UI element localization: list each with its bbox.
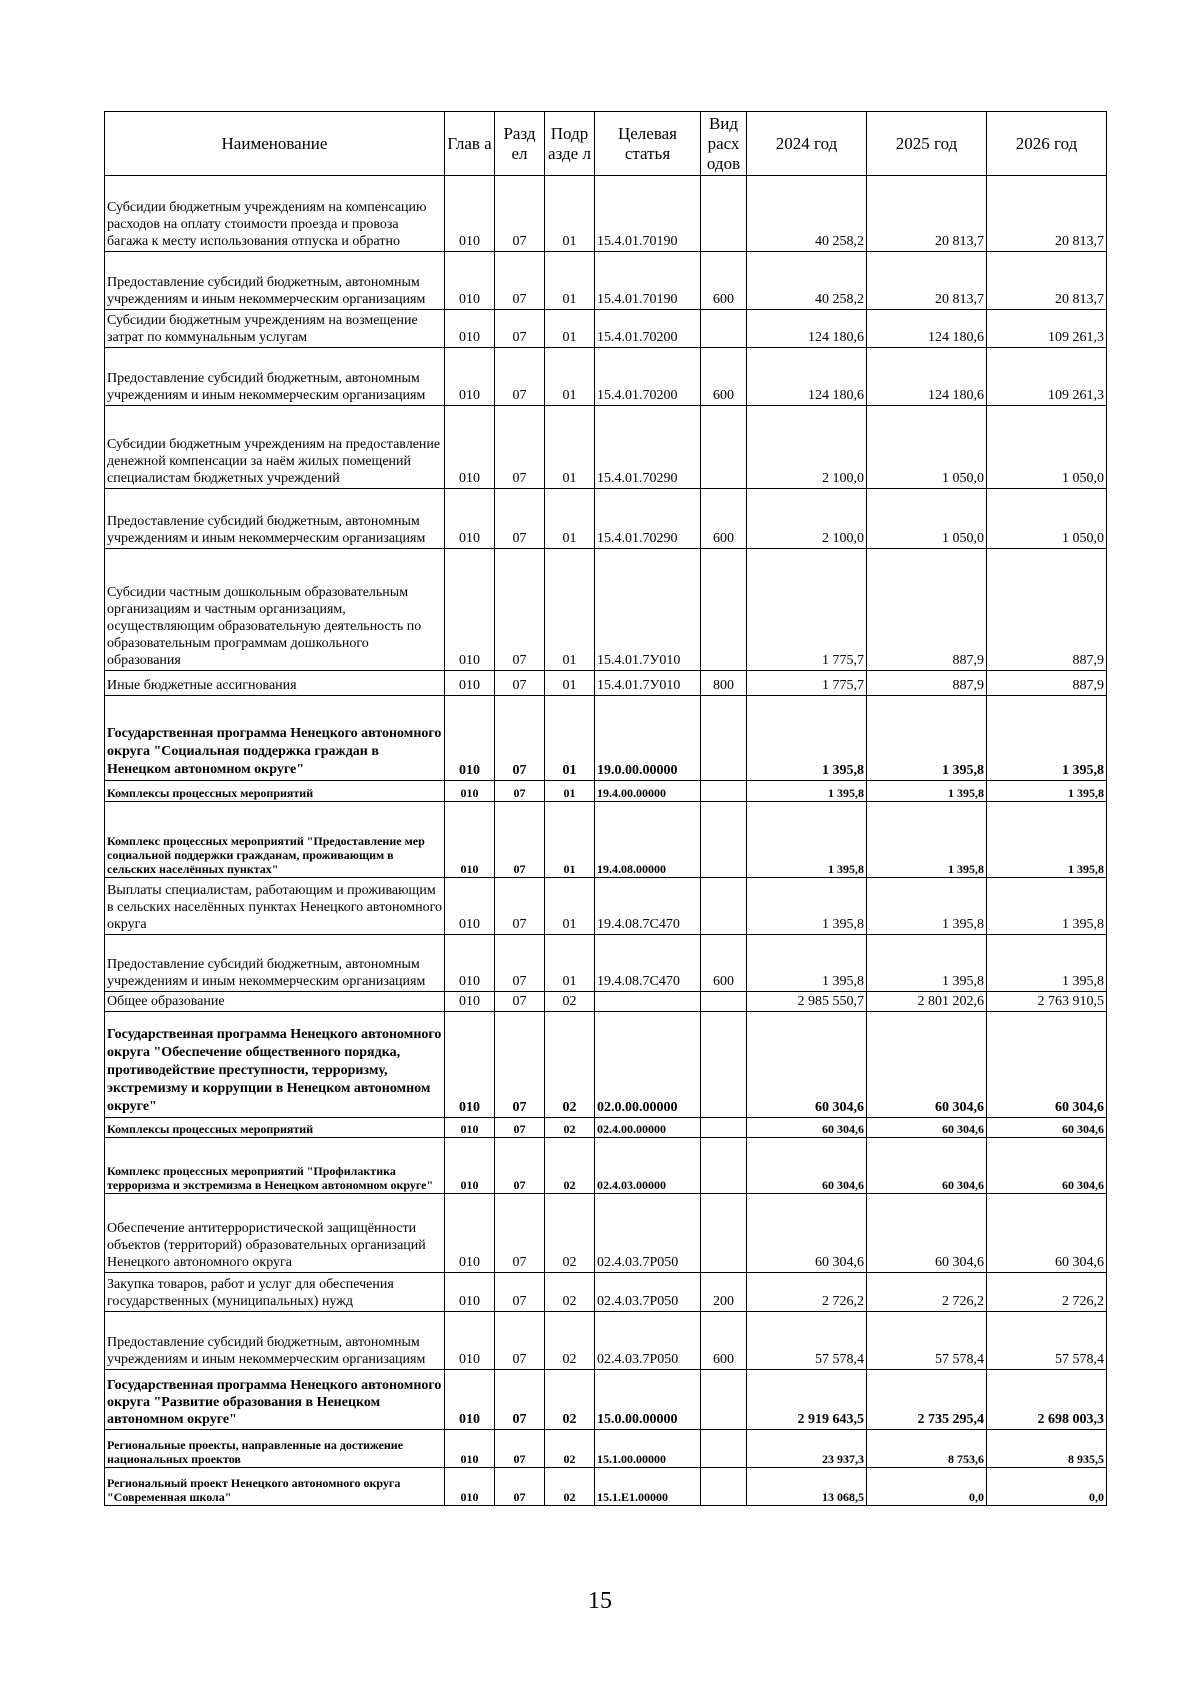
row-name: Субсидии бюджетным учреждениям на возмещение затрат по коммунальным услугам: [105, 310, 445, 348]
row-2025: 57 578,4: [867, 1312, 987, 1370]
page-number: 15: [588, 1588, 612, 1614]
row-glava: 010: [445, 1273, 495, 1312]
row-vid: [701, 1430, 747, 1468]
row-2026: 2 763 910,5: [987, 992, 1107, 1012]
row-podrazdel: 01: [545, 406, 595, 489]
row-podrazdel: 01: [545, 696, 595, 781]
row-glava: 010: [445, 802, 495, 878]
row-2026: 20 813,7: [987, 252, 1107, 310]
row-2026: 1 050,0: [987, 406, 1107, 489]
row-2024: 2 919 643,5: [747, 1370, 867, 1430]
row-vid: [701, 176, 747, 252]
row-2024: 60 304,6: [747, 1012, 867, 1118]
row-target: 19.4.08.00000: [595, 802, 701, 878]
row-podrazdel: 02: [545, 1012, 595, 1118]
row-glava: 010: [445, 406, 495, 489]
table-row: [105, 671, 1107, 696]
table-row: [105, 1194, 1107, 1273]
row-razdel: 07: [495, 176, 545, 252]
row-razdel: 07: [495, 781, 545, 802]
row-2025: 60 304,6: [867, 1012, 987, 1118]
row-podrazdel: 02: [545, 1430, 595, 1468]
row-target: 15.1.00.00000: [595, 1430, 701, 1468]
row-podrazdel: 02: [545, 1273, 595, 1312]
row-name: Субсидии частным дошкольным образовательным организациям и частным организациям, осуществляющим образовательную деятельность по образовательным программам дошкольного образования: [105, 549, 445, 671]
row-2025: 1 395,8: [867, 696, 987, 781]
row-podrazdel: 01: [545, 878, 595, 935]
row-name: Иные бюджетные ассигнования: [105, 671, 445, 696]
row-name: Предоставление субсидий бюджетным, автономным учреждениям и иным некоммерческим организациям: [105, 489, 445, 549]
row-2025: 60 304,6: [867, 1118, 987, 1138]
row-2025: 60 304,6: [867, 1194, 987, 1273]
row-name: Региональный проект Ненецкого автономного округа "Современная школа": [105, 1468, 445, 1506]
row-glava: 010: [445, 1430, 495, 1468]
row-target: 15.4.01.70200: [595, 348, 701, 406]
row-target: 02.4.03.7Р050: [595, 1312, 701, 1370]
row-2024: 23 937,3: [747, 1430, 867, 1468]
row-target: 19.4.08.7С470: [595, 935, 701, 992]
row-2025: 1 050,0: [867, 489, 987, 549]
row-name: Субсидии бюджетным учреждениям на компенсацию расходов на оплату стоимости проезда и провоза багажа к месту использования отпуска и обратно: [105, 176, 445, 252]
table-row: [105, 935, 1107, 992]
row-2026: 887,9: [987, 671, 1107, 696]
row-target: [595, 992, 701, 1012]
row-glava: 010: [445, 1012, 495, 1118]
row-vid: 600: [701, 489, 747, 549]
table-row: [105, 781, 1107, 802]
table-row: [105, 549, 1107, 671]
row-2026: 109 261,3: [987, 348, 1107, 406]
table-row: [105, 406, 1107, 489]
row-2026: 57 578,4: [987, 1312, 1107, 1370]
row-podrazdel: 01: [545, 310, 595, 348]
row-podrazdel: 02: [545, 1468, 595, 1506]
row-2026: 60 304,6: [987, 1012, 1107, 1118]
row-glava: 010: [445, 1118, 495, 1138]
row-2025: 124 180,6: [867, 348, 987, 406]
row-2026: 0,0: [987, 1468, 1107, 1506]
row-razdel: 07: [495, 1194, 545, 1273]
row-podrazdel: 01: [545, 176, 595, 252]
row-2026: 1 050,0: [987, 489, 1107, 549]
row-2026: 1 395,8: [987, 935, 1107, 992]
table-row: [105, 878, 1107, 935]
row-target: 02.0.00.00000: [595, 1012, 701, 1118]
row-glava: 010: [445, 489, 495, 549]
row-name: Государственная программа Ненецкого автономного округа "Развитие образования в Ненецком автономном округе": [105, 1370, 445, 1430]
row-name: Комплекс процессных мероприятий "Предоставление мер социальной поддержки гражданам, проживающим в сельских населённых пунктах": [105, 802, 445, 878]
row-target: 19.4.00.00000: [595, 781, 701, 802]
row-2024: 2 985 550,7: [747, 992, 867, 1012]
row-podrazdel: 01: [545, 549, 595, 671]
row-vid: 600: [701, 252, 747, 310]
table-row: [105, 310, 1107, 348]
row-glava: 010: [445, 252, 495, 310]
row-vid: [701, 1138, 747, 1194]
row-2025: 2 735 295,4: [867, 1370, 987, 1430]
row-target: 15.1.Е1.00000: [595, 1468, 701, 1506]
row-vid: [701, 1468, 747, 1506]
row-podrazdel: 02: [545, 1370, 595, 1430]
row-2024: 60 304,6: [747, 1138, 867, 1194]
col-header-2025: 2025 год: [867, 112, 987, 176]
row-name: Закупка товаров, работ и услуг для обеспечения государственных (муниципальных) нужд: [105, 1273, 445, 1312]
row-razdel: 07: [495, 348, 545, 406]
row-vid: [701, 802, 747, 878]
row-2026: 8 935,5: [987, 1430, 1107, 1468]
row-2024: 60 304,6: [747, 1118, 867, 1138]
row-razdel: 07: [495, 1312, 545, 1370]
row-podrazdel: 01: [545, 671, 595, 696]
row-target: 02.4.00.00000: [595, 1118, 701, 1138]
table-row: [105, 176, 1107, 252]
col-header-2026: 2026 год: [987, 112, 1107, 176]
row-glava: 010: [445, 878, 495, 935]
budget-table: [104, 111, 1107, 1506]
row-vid: [701, 1012, 747, 1118]
row-target: 15.4.01.70290: [595, 406, 701, 489]
row-2024: 40 258,2: [747, 176, 867, 252]
row-glava: 010: [445, 1312, 495, 1370]
row-2026: 60 304,6: [987, 1194, 1107, 1273]
row-name: Государственная программа Ненецкого автономного округа "Обеспечение общественного порядка, противодействие преступности, терроризму, экстремизму и коррупции в Ненецком автономном округе": [105, 1012, 445, 1118]
row-2025: 2 801 202,6: [867, 992, 987, 1012]
row-target: 15.4.01.7У010: [595, 671, 701, 696]
row-razdel: 07: [495, 1138, 545, 1194]
table-row: [105, 348, 1107, 406]
table-row: [105, 1273, 1107, 1312]
row-2024: 2 100,0: [747, 406, 867, 489]
row-2026: 887,9: [987, 549, 1107, 671]
row-2025: 20 813,7: [867, 252, 987, 310]
row-name: Субсидии бюджетным учреждениям на предоставление денежной компенсации за наём жилых помещений специалистам бюджетных учреждений: [105, 406, 445, 489]
table-row: [105, 1430, 1107, 1468]
row-target: 15.4.01.70290: [595, 489, 701, 549]
row-2024: 60 304,6: [747, 1194, 867, 1273]
row-razdel: 07: [495, 252, 545, 310]
row-2025: 0,0: [867, 1468, 987, 1506]
row-2024: 1 395,8: [747, 781, 867, 802]
row-razdel: 07: [495, 1273, 545, 1312]
row-razdel: 07: [495, 1370, 545, 1430]
table-row: [105, 1312, 1107, 1370]
row-2025: 2 726,2: [867, 1273, 987, 1312]
row-vid: [701, 878, 747, 935]
row-podrazdel: 02: [545, 992, 595, 1012]
row-razdel: 07: [495, 310, 545, 348]
row-vid: 600: [701, 348, 747, 406]
row-2025: 887,9: [867, 549, 987, 671]
row-target: 15.4.01.70200: [595, 310, 701, 348]
row-glava: 010: [445, 671, 495, 696]
row-2024: 1 775,7: [747, 549, 867, 671]
row-razdel: 07: [495, 1118, 545, 1138]
row-target: 19.4.08.7С470: [595, 878, 701, 935]
row-razdel: 07: [495, 992, 545, 1012]
row-podrazdel: 01: [545, 348, 595, 406]
row-2025: 887,9: [867, 671, 987, 696]
row-target: 15.4.01.70190: [595, 176, 701, 252]
row-name: Комплексы процессных мероприятий: [105, 781, 445, 802]
row-vid: [701, 1370, 747, 1430]
row-podrazdel: 01: [545, 935, 595, 992]
col-header-vid: Вид расх одов: [701, 112, 747, 176]
row-2024: 124 180,6: [747, 310, 867, 348]
row-target: 15.4.01.7У010: [595, 549, 701, 671]
row-razdel: 07: [495, 1430, 545, 1468]
row-name: Предоставление субсидий бюджетным, автономным учреждениям и иным некоммерческим организациям: [105, 1312, 445, 1370]
row-name: Региональные проекты, направленные на достижение национальных проектов: [105, 1430, 445, 1468]
row-2024: 13 068,5: [747, 1468, 867, 1506]
row-vid: [701, 696, 747, 781]
row-target: 02.4.03.00000: [595, 1138, 701, 1194]
row-razdel: 07: [495, 489, 545, 549]
row-target: 02.4.03.7Р050: [595, 1273, 701, 1312]
row-podrazdel: 01: [545, 781, 595, 802]
row-glava: 010: [445, 310, 495, 348]
row-glava: 010: [445, 1138, 495, 1194]
row-name: Предоставление субсидий бюджетным, автономным учреждениям и иным некоммерческим организациям: [105, 935, 445, 992]
row-razdel: 07: [495, 549, 545, 671]
row-podrazdel: 01: [545, 252, 595, 310]
row-podrazdel: 02: [545, 1118, 595, 1138]
row-razdel: 07: [495, 935, 545, 992]
row-vid: 600: [701, 1312, 747, 1370]
row-razdel: 07: [495, 696, 545, 781]
row-2024: 1 395,8: [747, 696, 867, 781]
row-razdel: 07: [495, 878, 545, 935]
col-header-2024: 2024 год: [747, 112, 867, 176]
row-2026: 20 813,7: [987, 176, 1107, 252]
table-row: [105, 1012, 1107, 1118]
row-razdel: 07: [495, 802, 545, 878]
row-2026: 109 261,3: [987, 310, 1107, 348]
row-target: 19.0.00.00000: [595, 696, 701, 781]
row-name: Комплекс процессных мероприятий "Профилактика терроризма и экстремизма в Ненецком автономном округе": [105, 1138, 445, 1194]
row-podrazdel: 02: [545, 1312, 595, 1370]
row-podrazdel: 01: [545, 802, 595, 878]
row-vid: 600: [701, 935, 747, 992]
row-razdel: 07: [495, 1468, 545, 1506]
row-vid: 800: [701, 671, 747, 696]
row-name: Государственная программа Ненецкого автономного округа "Социальная поддержка граждан в Ненецком автономном округе": [105, 696, 445, 781]
row-vid: [701, 406, 747, 489]
row-2026: 60 304,6: [987, 1118, 1107, 1138]
table-header-row: [105, 112, 1107, 176]
col-header-glava: Глав а: [445, 112, 495, 176]
row-podrazdel: 01: [545, 489, 595, 549]
table-row: [105, 1370, 1107, 1430]
row-name: Предоставление субсидий бюджетным, автономным учреждениям и иным некоммерческим организациям: [105, 348, 445, 406]
row-2026: 2 726,2: [987, 1273, 1107, 1312]
row-2024: 57 578,4: [747, 1312, 867, 1370]
row-2025: 60 304,6: [867, 1138, 987, 1194]
row-2024: 1 395,8: [747, 935, 867, 992]
row-vid: [701, 1194, 747, 1273]
row-2026: 1 395,8: [987, 802, 1107, 878]
table-row: [105, 1118, 1107, 1138]
row-glava: 010: [445, 696, 495, 781]
row-2026: 1 395,8: [987, 781, 1107, 802]
row-razdel: 07: [495, 671, 545, 696]
row-name: Общее образование: [105, 992, 445, 1012]
row-2025: 1 050,0: [867, 406, 987, 489]
table-row: [105, 1138, 1107, 1194]
table-row: [105, 992, 1107, 1012]
row-2025: 1 395,8: [867, 802, 987, 878]
row-name: Комплексы процессных мероприятий: [105, 1118, 445, 1138]
row-vid: [701, 781, 747, 802]
row-2024: 1 775,7: [747, 671, 867, 696]
table-row: [105, 696, 1107, 781]
row-2026: 2 698 003,3: [987, 1370, 1107, 1430]
row-podrazdel: 02: [545, 1138, 595, 1194]
row-glava: 010: [445, 781, 495, 802]
row-2024: 2 100,0: [747, 489, 867, 549]
col-header-podrazdel: Подр азде л: [545, 112, 595, 176]
row-target: 02.4.03.7Р050: [595, 1194, 701, 1273]
row-name: Обеспечение антитеррористической защищённости объектов (территорий) образовательных организаций Ненецкого автономного округа: [105, 1194, 445, 1273]
row-vid: 200: [701, 1273, 747, 1312]
row-2024: 124 180,6: [747, 348, 867, 406]
row-2025: 8 753,6: [867, 1430, 987, 1468]
row-glava: 010: [445, 1468, 495, 1506]
row-2024: 1 395,8: [747, 802, 867, 878]
row-2024: 2 726,2: [747, 1273, 867, 1312]
col-header-target: Целевая статья: [595, 112, 701, 176]
row-target: 15.4.01.70190: [595, 252, 701, 310]
row-glava: 010: [445, 549, 495, 671]
row-2026: 60 304,6: [987, 1138, 1107, 1194]
row-target: 15.0.00.00000: [595, 1370, 701, 1430]
table-row: [105, 1468, 1107, 1506]
row-glava: 010: [445, 1370, 495, 1430]
col-header-name: Наименование: [105, 112, 445, 176]
row-vid: [701, 1118, 747, 1138]
row-vid: [701, 310, 747, 348]
row-2026: 1 395,8: [987, 878, 1107, 935]
row-2025: 1 395,8: [867, 878, 987, 935]
row-glava: 010: [445, 935, 495, 992]
table-row: [105, 802, 1107, 878]
row-2025: 20 813,7: [867, 176, 987, 252]
row-2025: 124 180,6: [867, 310, 987, 348]
row-glava: 010: [445, 176, 495, 252]
row-2025: 1 395,8: [867, 781, 987, 802]
row-razdel: 07: [495, 406, 545, 489]
row-2024: 1 395,8: [747, 878, 867, 935]
row-glava: 010: [445, 1194, 495, 1273]
row-2026: 1 395,8: [987, 696, 1107, 781]
row-vid: [701, 992, 747, 1012]
row-glava: 010: [445, 992, 495, 1012]
row-vid: [701, 549, 747, 671]
table-row: [105, 252, 1107, 310]
row-name: Предоставление субсидий бюджетным, автономным учреждениям и иным некоммерческим организациям: [105, 252, 445, 310]
col-header-razdel: Разд ел: [495, 112, 545, 176]
row-podrazdel: 02: [545, 1194, 595, 1273]
table-row: [105, 489, 1107, 549]
row-2025: 1 395,8: [867, 935, 987, 992]
row-name: Выплаты специалистам, работающим и проживающим в сельских населённых пунктах Ненецкого автономного округа: [105, 878, 445, 935]
row-glava: 010: [445, 348, 495, 406]
row-razdel: 07: [495, 1012, 545, 1118]
row-2024: 40 258,2: [747, 252, 867, 310]
